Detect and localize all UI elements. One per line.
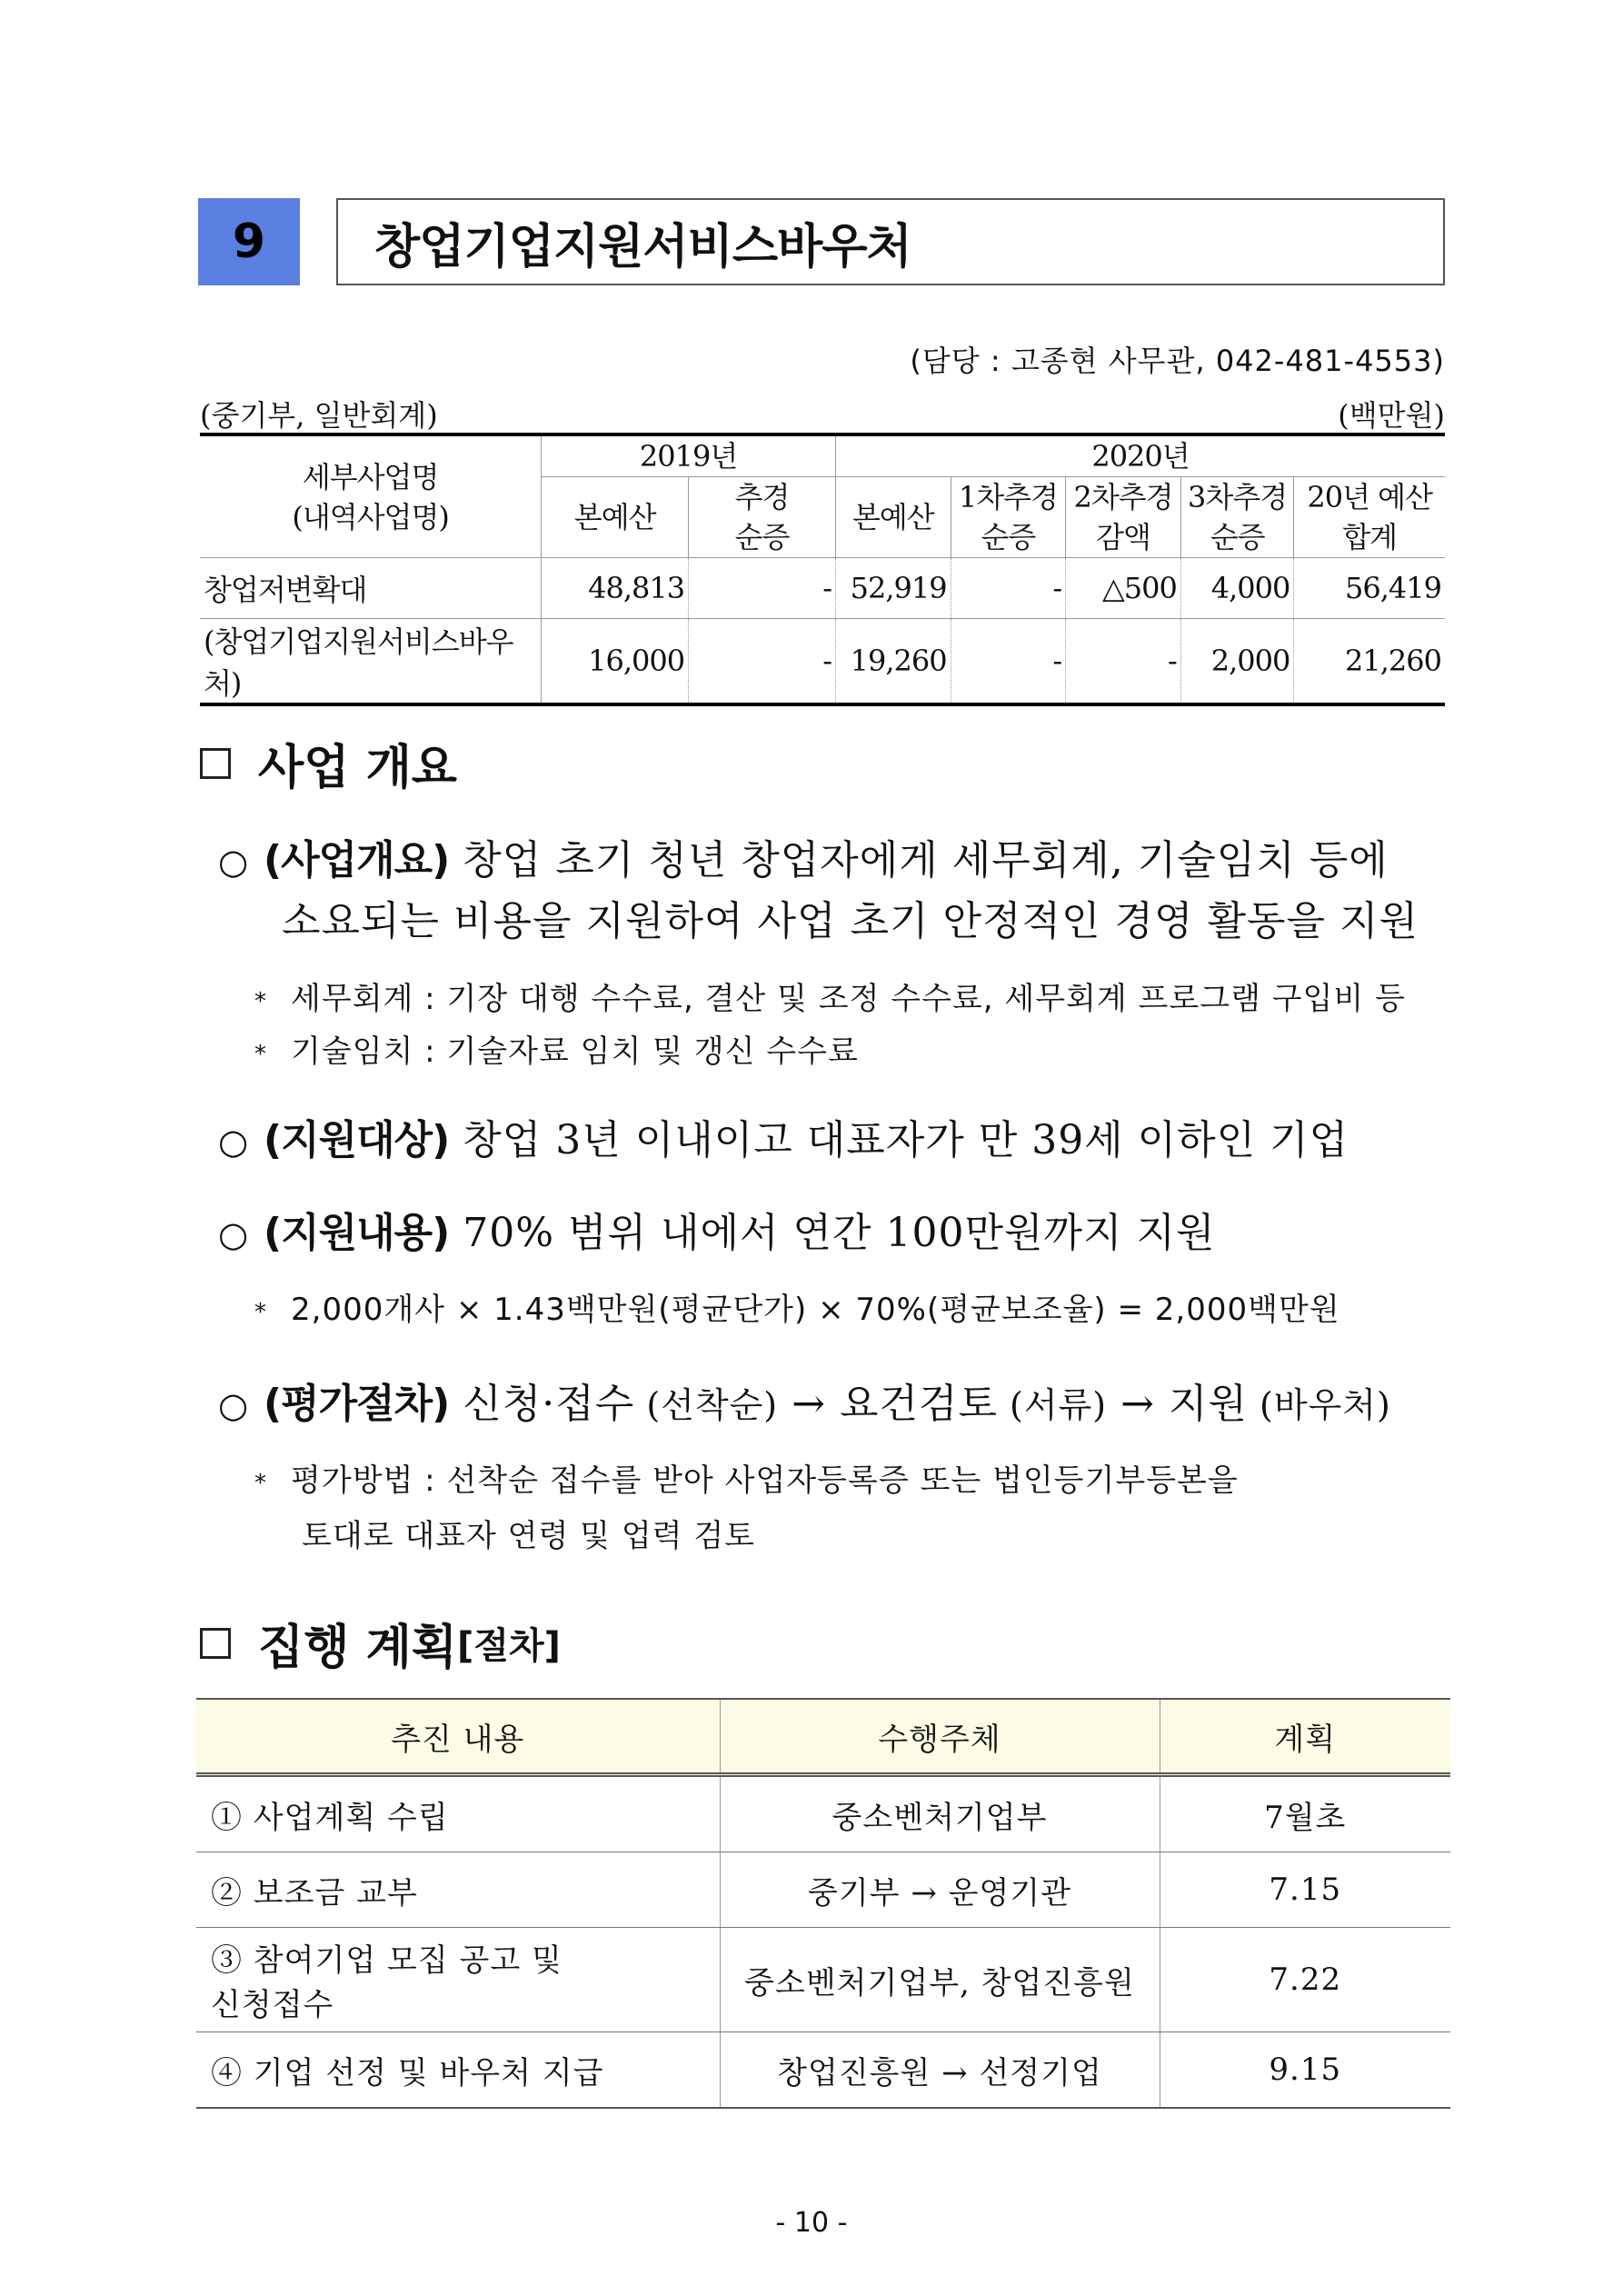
unit-label: (백만원) xyxy=(1338,398,1445,433)
plan-heading: 집행 계획 [절차] xyxy=(200,1609,561,1677)
cell: 48,813 xyxy=(542,558,689,619)
circle-bullet-icon: ○ xyxy=(218,1214,250,1254)
plan-task: ① 사업계획 수립 xyxy=(196,1775,720,1852)
cell: - xyxy=(689,619,836,705)
plan-date: 7.15 xyxy=(1160,1852,1450,1928)
cell: 52,919 xyxy=(836,558,951,619)
col-name-header: 세부사업명 (내역사업명) xyxy=(200,434,542,558)
square-icon xyxy=(200,748,231,779)
bon-2019-header: 본예산 xyxy=(542,477,689,558)
circle-bullet-icon: ○ xyxy=(218,1122,250,1162)
plan-table xyxy=(196,1698,1450,2109)
note-calculation: * 2,000개사 × 1.43백만원(평균단가) × 70%(평균보조율) = 2,000백만원 xyxy=(254,1292,1340,1328)
chugyeong-2019-header: 추경 순증 xyxy=(689,477,836,558)
contact-info: (담당 : 고종현 사무관, 042-481-4553) xyxy=(910,344,1445,378)
cell: 56,419 xyxy=(1294,558,1445,619)
plan-col-task: 추진 내용 xyxy=(196,1699,720,1775)
circle-bullet-icon: ○ xyxy=(218,1385,250,1425)
table-row xyxy=(196,1928,1450,2032)
plan-owner: 중소벤처기업부, 창업진흥원 xyxy=(720,1928,1160,2032)
cell: - xyxy=(689,558,836,619)
section-number: 9 xyxy=(198,198,300,285)
cell: 16,000 xyxy=(542,619,689,705)
ministry-label: (중기부, 일반회계) xyxy=(200,398,438,433)
bullet-content: ○ (지원내용) 70% 범위 내에서 연간 100만원까지 지원 xyxy=(218,1203,1454,1264)
year-2019-header: 2019년 xyxy=(542,434,836,477)
table-row xyxy=(196,2032,1450,2109)
bon-2020-header: 본예산 xyxy=(836,477,951,558)
bullet-target: ○ (지원대상) 창업 3년 이내이고 대표자가 만 39세 이하인 기업 xyxy=(218,1111,1454,1172)
row-name: (창업기업지원서비스바우처) xyxy=(200,619,542,705)
page-title: 창업기업지원서비스바우처 xyxy=(336,198,1445,285)
budget-table xyxy=(200,433,1445,706)
total-header: 20년 예산 합계 xyxy=(1294,477,1445,558)
plan-col-date: 계획 xyxy=(1160,1699,1450,1775)
c3-header: 3차추경 순증 xyxy=(1180,477,1294,558)
plan-col-owner: 수행주체 xyxy=(720,1699,1160,1775)
cell: △500 xyxy=(1066,558,1181,619)
cell: 2,000 xyxy=(1180,619,1294,705)
plan-owner: 창업진흥원 → 선정기업 xyxy=(720,2032,1160,2109)
bullet-procedure: ○ (평가절차) 신청·접수 (선착순) → 요건검토 (서류) → 지원 (바우처) xyxy=(218,1374,1454,1435)
table-row xyxy=(200,619,1445,705)
circle-bullet-icon: ○ xyxy=(218,842,250,882)
cell: - xyxy=(1066,619,1181,705)
table-row xyxy=(200,558,1445,619)
plan-date: 7월초 xyxy=(1160,1775,1450,1852)
plan-owner: 중소벤처기업부 xyxy=(720,1775,1160,1852)
plan-task: ② 보조금 교부 xyxy=(196,1852,720,1928)
cell: 21,260 xyxy=(1294,619,1445,705)
plan-date: 9.15 xyxy=(1160,2032,1450,2109)
plan-date: 7.22 xyxy=(1160,1928,1450,2032)
table-row xyxy=(196,1852,1450,1928)
note-accounting: * 세무회계 : 기장 대행 수수료, 결산 및 조정 수수료, 세무회계 프로그램 구입비 등 xyxy=(254,981,1406,1017)
cell: - xyxy=(951,619,1066,705)
plan-task: ③ 참여기업 모집 공고 및 신청접수 xyxy=(196,1928,720,2032)
page-number: - 10 - xyxy=(775,2207,848,2239)
cell: - xyxy=(951,558,1066,619)
cell: 19,260 xyxy=(836,619,951,705)
table-row xyxy=(196,1775,1450,1852)
overview-heading: 사업 개요 xyxy=(200,729,457,797)
plan-owner: 중기부 → 운영기관 xyxy=(720,1852,1160,1928)
cell: 4,000 xyxy=(1180,558,1294,619)
plan-task: ④ 기업 선정 및 바우처 지급 xyxy=(196,2032,720,2109)
c2-header: 2차추경 감액 xyxy=(1066,477,1181,558)
bullet-overview: ○ (사업개요) 창업 초기 청년 창업자에게 세무회계, 기술임치 등에 소요되는 비용을 지원하여 사업 초기 안정적인 경영 활동을 지원 xyxy=(218,831,1454,952)
c1-header: 1차추경 순증 xyxy=(951,477,1066,558)
note-evaluation: * 평가방법 : 선착순 접수를 받아 사업자등록증 또는 법인등기부등본을 토대로 대표자 연령 및 업력 검토 xyxy=(254,1462,1239,1554)
note-escrow: * 기술임치 : 기술자료 임치 및 갱신 수수료 xyxy=(254,1033,859,1070)
row-name: 창업저변확대 xyxy=(200,558,542,619)
square-icon xyxy=(200,1628,231,1659)
year-2020-header: 2020년 xyxy=(836,434,1445,477)
